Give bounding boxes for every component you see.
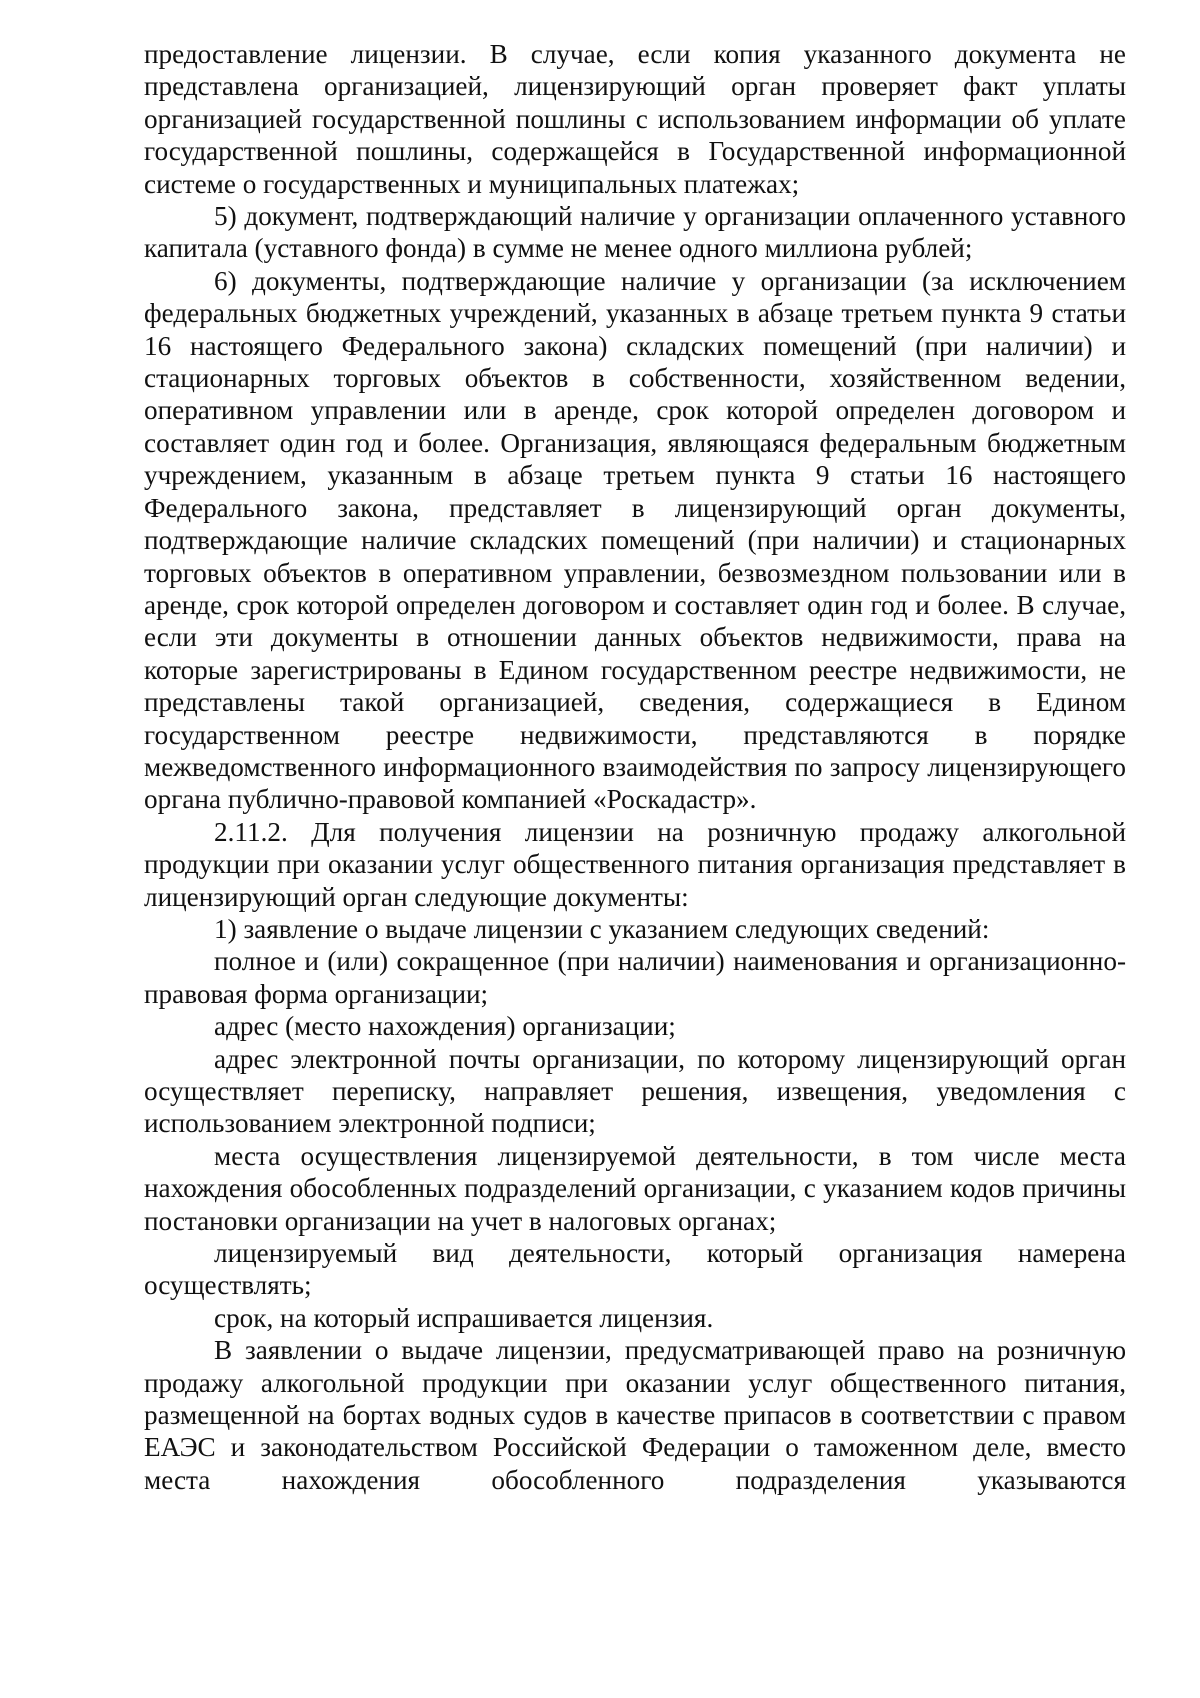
- paragraph-section-2-11-2: 2.11.2. Для получения лицензии на розничную продажу алкогольной продукции при оказании услуг общественного питания организация представляет в лицензирующий орган следующие документы:: [144, 816, 1126, 912]
- paragraph-license-term: срок, на который испрашивается лицензия.: [214, 1302, 714, 1333]
- paragraph-organization-name: полное и (или) сокращенное (при наличии) наименования и организационно-правовая форма организации;: [144, 946, 1126, 1009]
- paragraph-item-1-application: 1) заявление о выдаче лицензии с указанием следующих сведений:: [214, 913, 990, 944]
- paragraph-activity-locations: места осуществления лицензируемой деятельности, в том числе места нахождения обособленных подразделений организации, с указанием кодов причины постановки организации на учет в налоговых органах;: [144, 1140, 1126, 1236]
- paragraph-state-duty-continuation: предоставление лицензии. В случае, если копия указанного документа не представлена организацией, лицензирующий орган проверяет факт уплаты организацией государственной пошлины с использованием информации об уплате государственной пошлины, содержащейся в Государственной информационной системе о государственных и муниципальных платежах;: [144, 39, 1126, 199]
- document-page: [144, 38, 1126, 1496]
- paragraph-vessel-application: В заявлении о выдаче лицензии, предусматривающей право на розничную продажу алкогольной продукции при оказании услуг общественного питания, размещенной на бортах водных судов в качестве припасов в соответствии с правом ЕАЭС и законодательством Российской Федерации о таможенном деле, вместо места нахождения обособленного подразделения указываются: [144, 1335, 1126, 1495]
- paragraph-email-address: адрес электронной почты организации, по которому лицензирующий орган осуществляет переписку, направляет решения, извещения, уведомления с использованием электронной подписи;: [144, 1043, 1126, 1139]
- paragraph-organization-address: адрес (место нахождения) организации;: [214, 1011, 676, 1042]
- paragraph-licensed-activity: лицензируемый вид деятельности, который организация намерена осуществлять;: [144, 1238, 1126, 1301]
- paragraph-item-5-charter-capital: 5) документ, подтверждающий наличие у организации оплаченного уставного капитала (уставного фонда) в сумме не менее одного миллиона рублей;: [144, 201, 1126, 264]
- paragraph-item-6-premises-documents: 6) документы, подтверждающие наличие у организации (за исключением федеральных бюджетных учреждений, указанных в абзаце третьем пункта 9 статьи 16 настоящего Федерального закона) складских помещений (при наличии) и стационарных торговых объектов в собственности, хозяйственном ведении, оперативном управлении или в аренде, срок которой определен договором и составляет один год и более. Организация, являющаяся федеральным бюджетным учреждением, указанным в абзаце третьем пункта 9 статьи 16 настоящего Федерального закона, представляет в лицензирующий орган документы, подтверждающие наличие складских помещений (при наличии) и стационарных торговых объектов в оперативном управлении, безвозмездном пользовании или в аренде, срок которой определен договором и составляет один год и более. В случае, если эти документы в отношении данных объектов недвижимости, права на которые зарегистрированы в Едином государственном реестре недвижимости, не представлены такой организацией, сведения, содержащиеся в Едином государственном реестре недвижимости, представляются в порядке межведомственного информационного взаимодействия по запросу лицензирующего органа публично-правовой компанией «Роскадастр».: [144, 265, 1126, 815]
